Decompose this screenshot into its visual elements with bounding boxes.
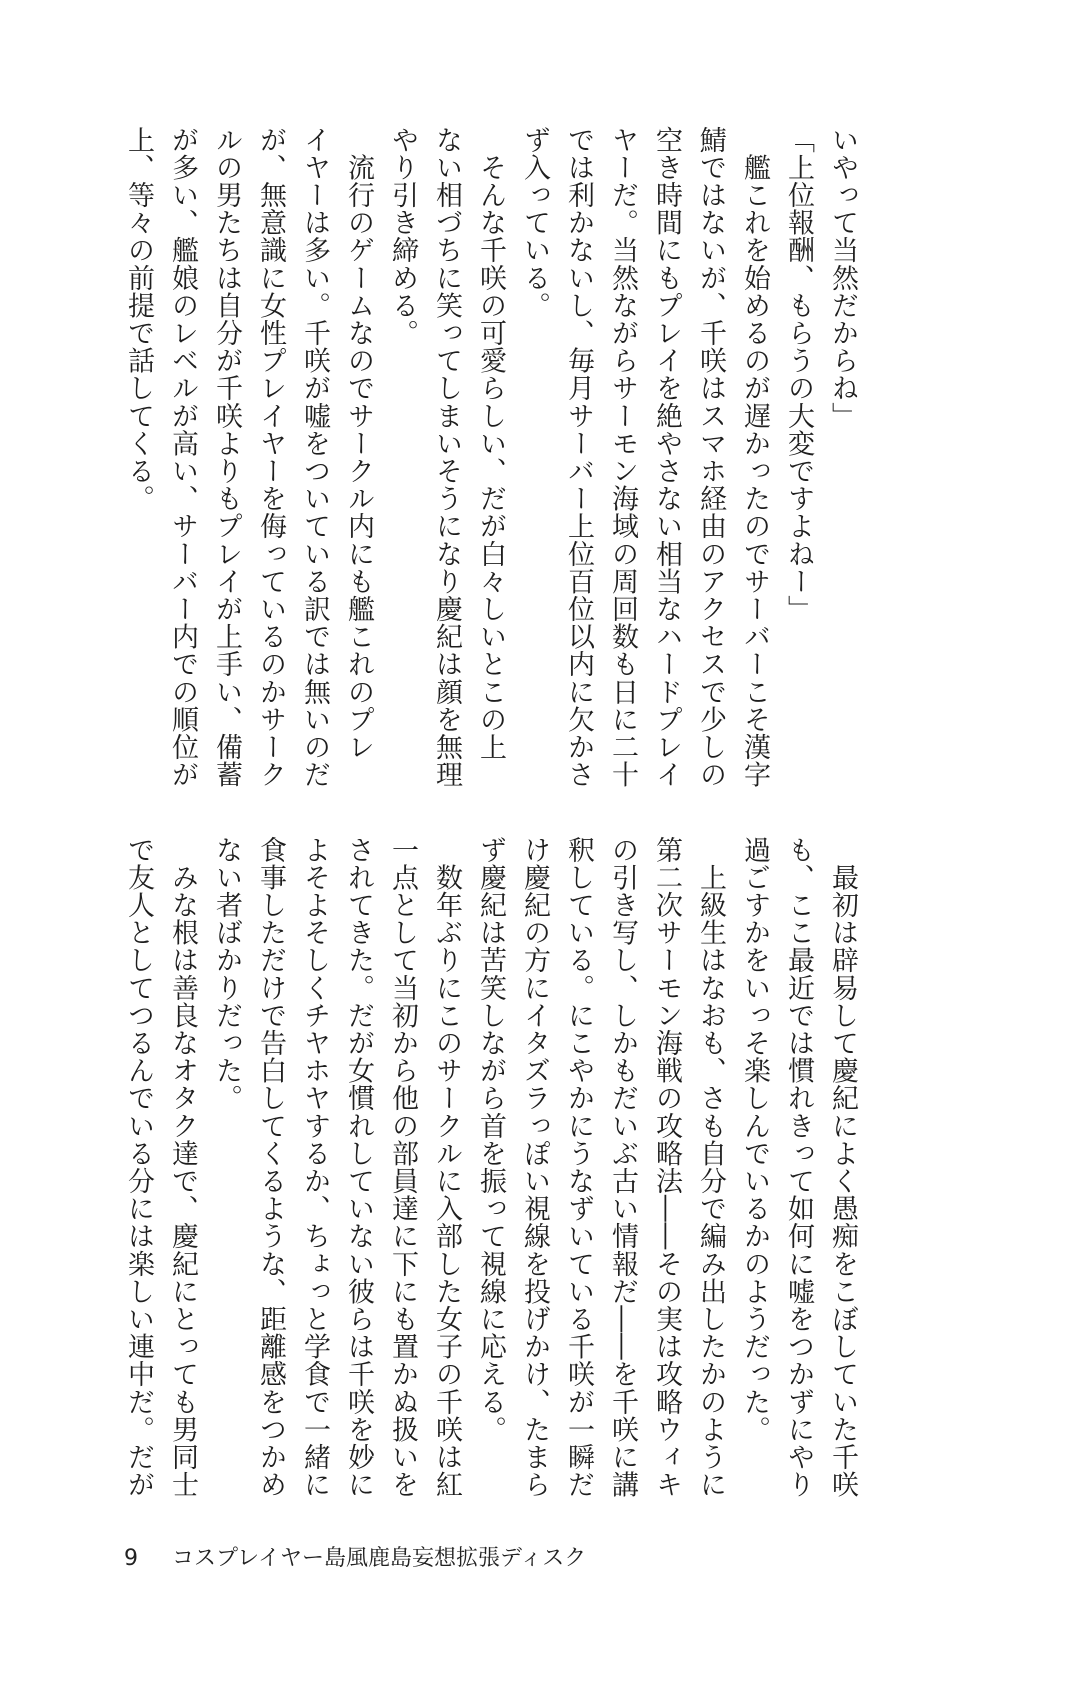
text-line: 食事しただけで告白してくるような、距離感をつかめ bbox=[255, 836, 286, 1499]
page-footer bbox=[124, 1541, 586, 1572]
text-line: よそよそしくチヤホヤするか、ちょっと学食で一緒に bbox=[299, 836, 330, 1499]
text-line: ヤーだ。当然ながらサーモン海域の周回数も日に二十 bbox=[607, 126, 638, 789]
text-block-top bbox=[116, 126, 864, 796]
text-line: 艦これを始めるのが遅かったのでサーバーこそ漢字 bbox=[739, 126, 770, 789]
text-block-bottom bbox=[116, 836, 864, 1499]
book-title: コスプレイヤー島風鹿島妄想拡張ディスク bbox=[172, 1546, 587, 1571]
text-line: ず慶紀は苦笑しながら首を振って視線に応える。 bbox=[475, 836, 506, 1444]
text-line: 流行のゲームなのでサークル内にも艦これのプレ bbox=[343, 126, 374, 761]
text-line: 数年ぶりにこのサークルに入部した女子の千咲は紅 bbox=[431, 836, 462, 1499]
text-line: で友人としてつるんでいる分には楽しい連中だ。だが bbox=[123, 836, 154, 1499]
text-line: も、ここ最近では慣れきって如何に嘘をつかずにやり bbox=[783, 836, 814, 1499]
text-line: イヤーは多い。千咲が嘘をついている訳では無いのだ bbox=[299, 126, 330, 789]
text-line: ない相づちに笑ってしまいそうになり慶紀は顔を無理 bbox=[431, 126, 462, 789]
text-line: が、無意識に女性プレイヤーを侮っているのかサーク bbox=[255, 126, 286, 789]
text-line: やり引き締める。 bbox=[387, 126, 418, 347]
text-line: 上級生はなおも、さも自分で編み出したかのように bbox=[695, 836, 726, 1499]
text-line: みな根は善良なオタク達で、慶紀にとっても男同士 bbox=[167, 836, 198, 1499]
text-line: 上、等々の前提で話してくる。 bbox=[123, 126, 154, 513]
text-line: 空き時間にもプレイを絶やさない相当なハードプレイ bbox=[651, 126, 682, 789]
text-line: では利かないし、毎月サーバー上位百位以内に欠かさ bbox=[563, 126, 594, 789]
text-line: け慶紀の方にイタズラっぽい視線を投げかけ、たまら bbox=[519, 836, 550, 1499]
text-line: ルの男たちは自分が千咲よりもプレイが上手い、備蓄 bbox=[211, 126, 242, 789]
text-line: が多い、艦娘のレベルが高い、サーバー内での順位が bbox=[167, 126, 198, 789]
text-line: されてきた。だが女慣れしていない彼らは千咲を妙に bbox=[343, 836, 374, 1499]
page-number: 9 bbox=[124, 1546, 138, 1571]
text-line: ない者ばかりだった。 bbox=[211, 836, 242, 1112]
text-line: 「上位報酬、もらうの大変ですよねー」 bbox=[783, 126, 814, 623]
text-line: 釈している。にこやかにうなずいている千咲が一瞬だ bbox=[563, 836, 594, 1499]
text-line: 一点として当初から他の部員達に下にも置かぬ扱いを bbox=[387, 836, 418, 1499]
text-line: そんな千咲の可愛らしい、だが白々しいとこの上 bbox=[475, 126, 506, 761]
text-line: 第二次サーモン海戦の攻略法――その実は攻略ウィキ bbox=[651, 836, 682, 1499]
text-line: の引き写し、しかもだいぶ古い情報だ――を千咲に講 bbox=[607, 836, 638, 1499]
text-line: いやって当然だからね」 bbox=[827, 126, 858, 430]
text-line: 過ごすかをいっそ楽しんでいるかのようだった。 bbox=[739, 836, 770, 1444]
text-line: 最初は辟易して慶紀によく愚痴をこぼしていた千咲 bbox=[827, 836, 858, 1499]
text-line: 鯖ではないが、千咲はスマホ経由のアクセスで少しの bbox=[695, 126, 726, 789]
text-line: ず入っている。 bbox=[519, 126, 550, 320]
